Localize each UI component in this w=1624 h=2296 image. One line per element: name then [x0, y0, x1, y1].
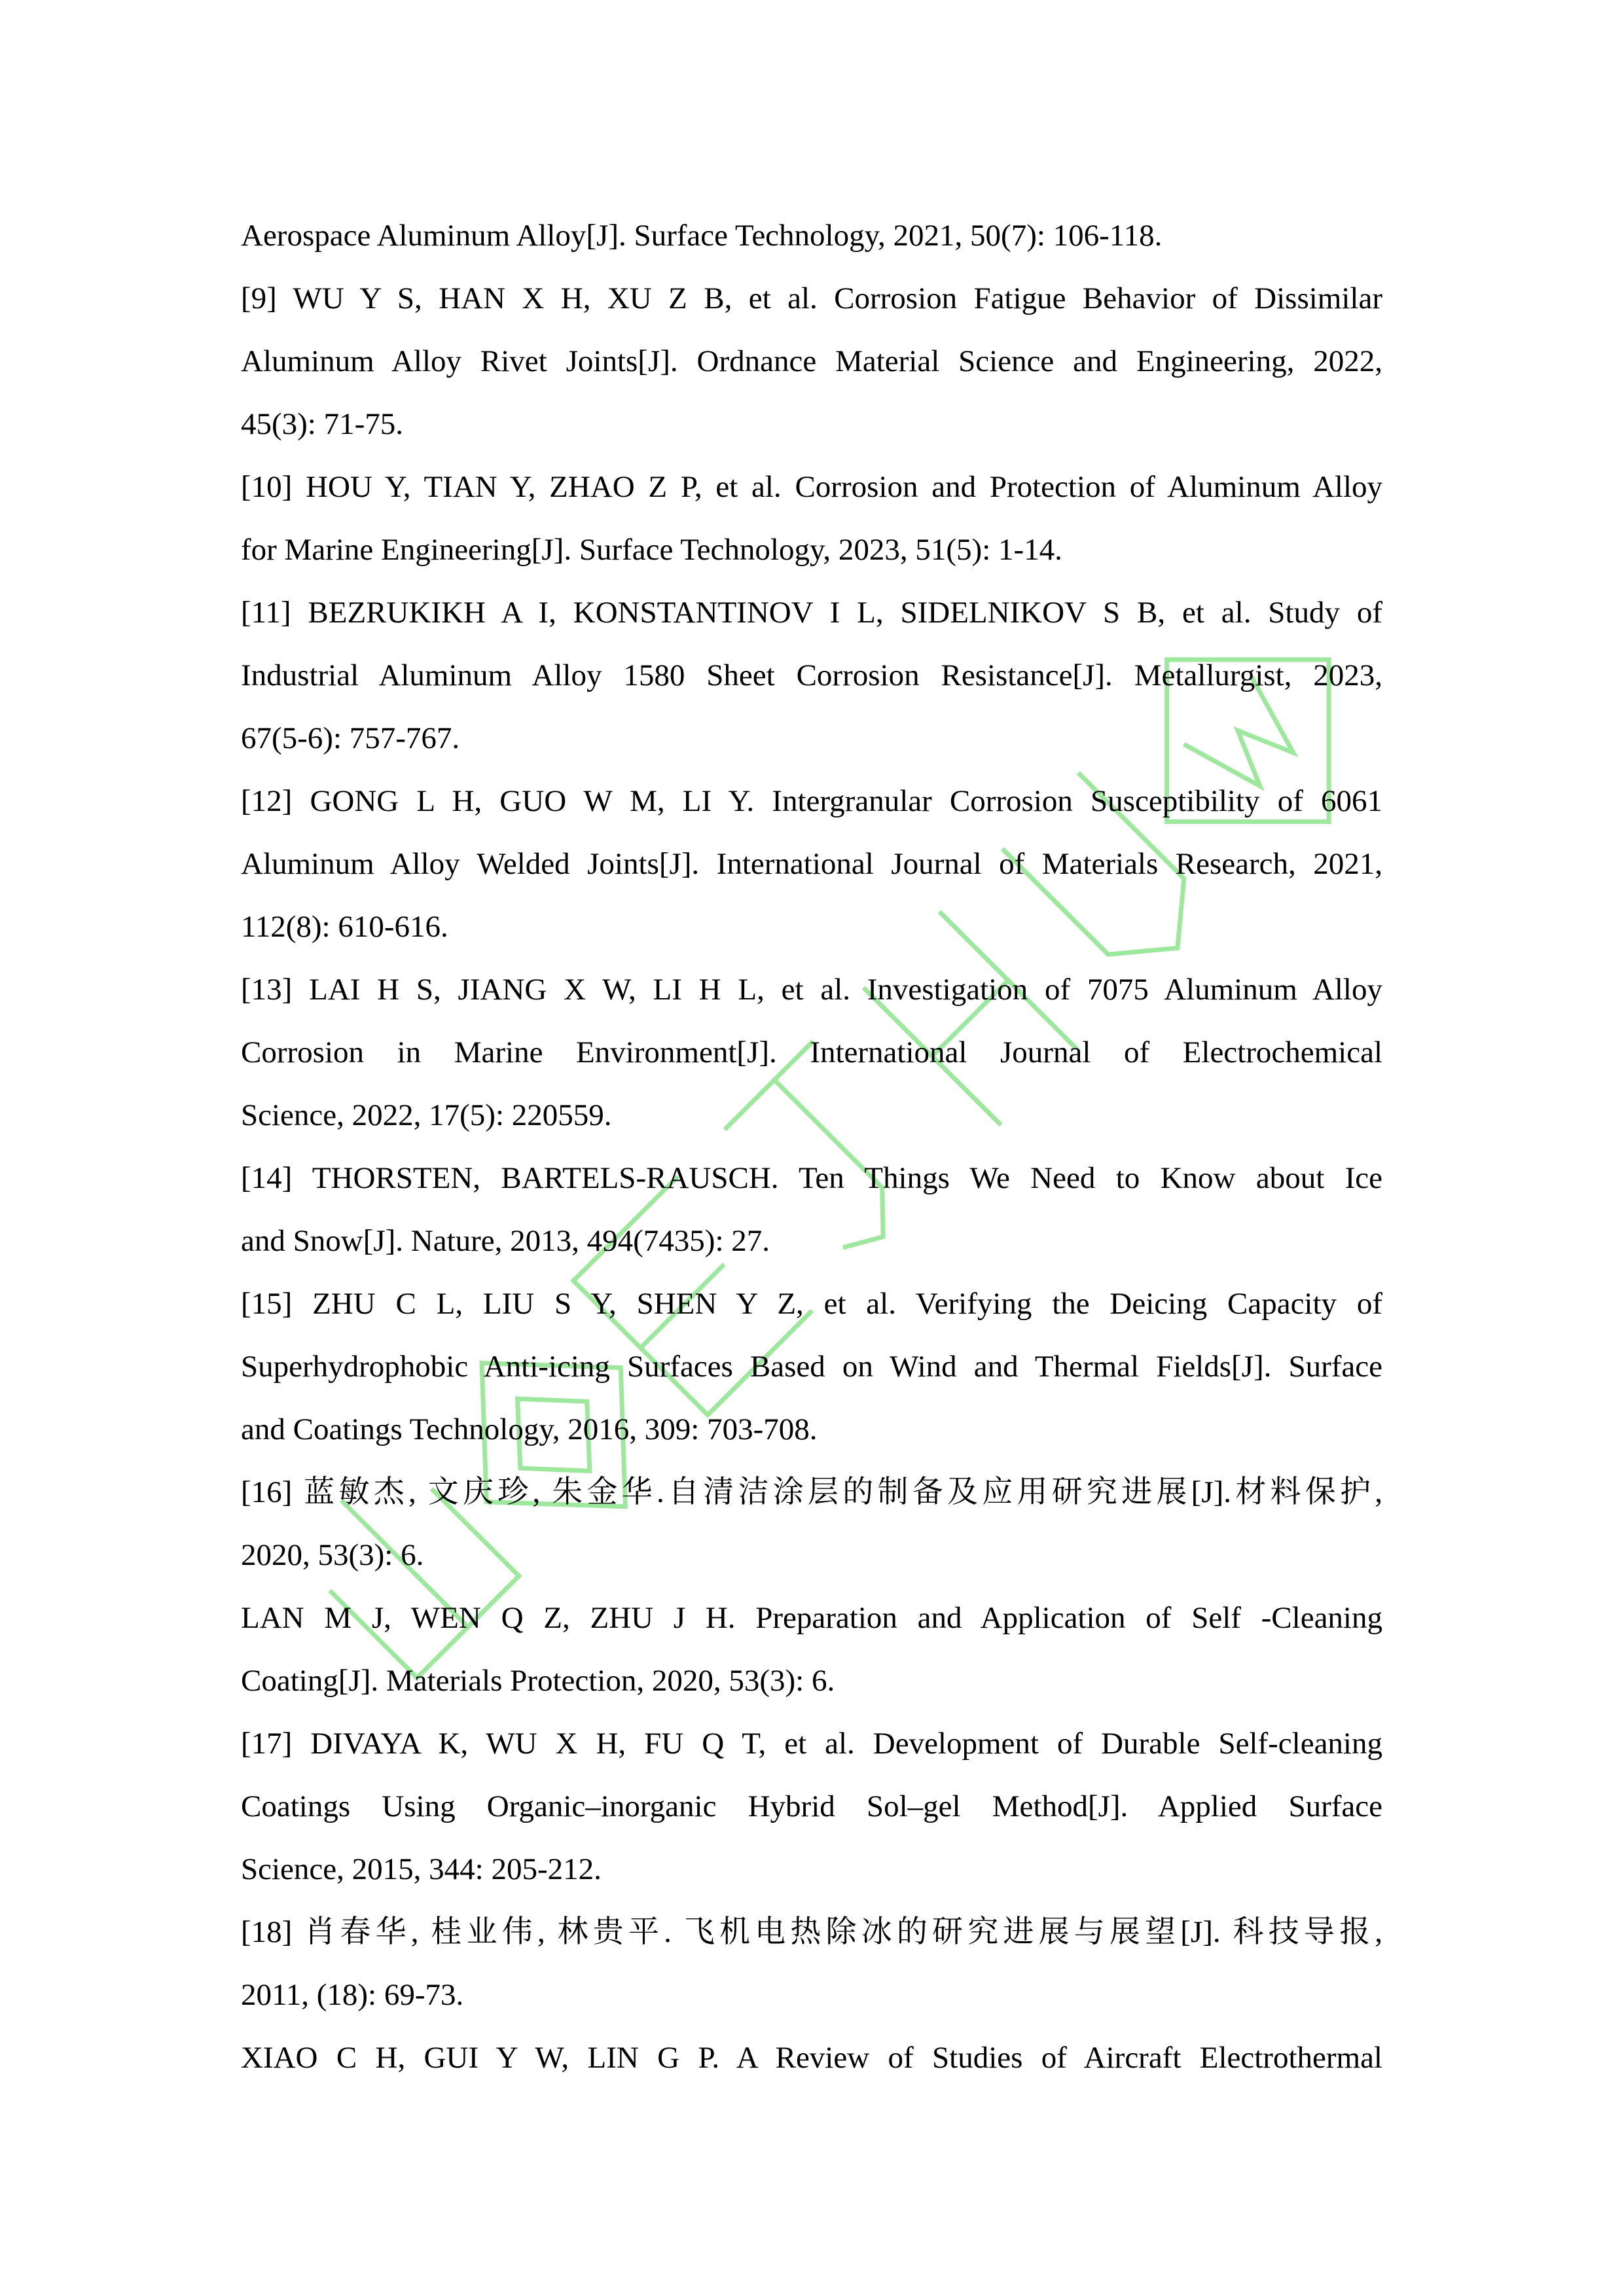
- reference-line: [9] WU Y S, HAN X H, XU Z B, et al. Corrosion Fatigue Behavior of Dissimilar: [241, 281, 1382, 315]
- reference-line: LAN M J, WEN Q Z, ZHU J H. Preparation and Application of Self -Cleaning: [241, 1601, 1382, 1635]
- reference-line: [14] THORSTEN, BARTELS-RAUSCH. Ten Things We Need to Know about Ice: [241, 1161, 1382, 1195]
- reference-line: 45(3): 71-75.: [241, 407, 404, 441]
- reference-line: for Marine Engineering[J]. Surface Technology, 2023, 51(5): 1-14.: [241, 533, 1062, 567]
- reference-line: Industrial Aluminum Alloy 1580 Sheet Corrosion Resistance[J]. Metallurgist, 2023,: [241, 658, 1382, 692]
- reference-line: Coating[J]. Materials Protection, 2020, 53(3): 6.: [241, 1664, 835, 1698]
- reference-line: Science, 2015, 344: 205-212.: [241, 1852, 602, 1886]
- reference-line: Corrosion in Marine Environment[J]. International Journal of Electrochemical: [241, 1035, 1382, 1069]
- reference-line: and Snow[J]. Nature, 2013, 494(7435): 27.: [241, 1224, 770, 1258]
- reference-line: [16] 蓝敏杰, 文庆珍, 朱金华.自清洁涂层的制备及应用研究进展[J].材料保护,: [241, 1475, 1382, 1509]
- reference-line: Science, 2022, 17(5): 220559.: [241, 1098, 612, 1132]
- references: [241, 204, 1382, 2089]
- reference-line: 2020, 53(3): 6.: [241, 1538, 424, 1572]
- reference-line: 2011, (18): 69-73.: [241, 1978, 464, 2012]
- reference-line: XIAO C H, GUI Y W, LIN G P. A Review of Studies of Aircraft Electrothermal: [241, 2041, 1382, 2075]
- reference-line: [18] 肖春华, 桂业伟, 林贵平. 飞机电热除冰的研究进展与展望[J]. 科技导报,: [241, 1915, 1382, 1949]
- reference-line: Aerospace Aluminum Alloy[J]. Surface Technology, 2021, 50(7): 106-118.: [241, 219, 1163, 253]
- reference-line: 67(5-6): 757-767.: [241, 721, 460, 755]
- reference-line: [12] GONG L H, GUO W M, LI Y. Intergranular Corrosion Susceptibility of 6061: [241, 784, 1382, 818]
- reference-line: [10] HOU Y, TIAN Y, ZHAO Z P, et al. Corrosion and Protection of Aluminum Alloy: [241, 470, 1382, 504]
- reference-line: [11] BEZRUKIKH A I, KONSTANTINOV I L, SIDELNIKOV S B, et al. Study of: [241, 596, 1382, 630]
- reference-line: Superhydrophobic Anti-icing Surfaces Based on Wind and Thermal Fields[J]. Surface: [241, 1350, 1382, 1384]
- reference-line: [15] ZHU C L, LIU S Y, SHEN Y Z, et al. Verifying the Deicing Capacity of: [241, 1287, 1382, 1321]
- reference-line: Aluminum Alloy Rivet Joints[J]. Ordnance Material Science and Engineering, 2022,: [241, 344, 1382, 378]
- reference-line: and Coatings Technology, 2016, 309: 703-708.: [241, 1412, 818, 1446]
- reference-line: 112(8): 610-616.: [241, 910, 448, 944]
- reference-line: Coatings Using Organic–inorganic Hybrid Sol–gel Method[J]. Applied Surface: [241, 1789, 1382, 1823]
- reference-line: [17] DIVAYA K, WU X H, FU Q T, et al. Development of Durable Self-cleaning: [241, 1727, 1382, 1761]
- reference-line: [13] LAI H S, JIANG X W, LI H L, et al. Investigation of 7075 Aluminum Alloy: [241, 973, 1382, 1007]
- reference-line: Aluminum Alloy Welded Joints[J]. International Journal of Materials Research, 2021,: [241, 847, 1382, 881]
